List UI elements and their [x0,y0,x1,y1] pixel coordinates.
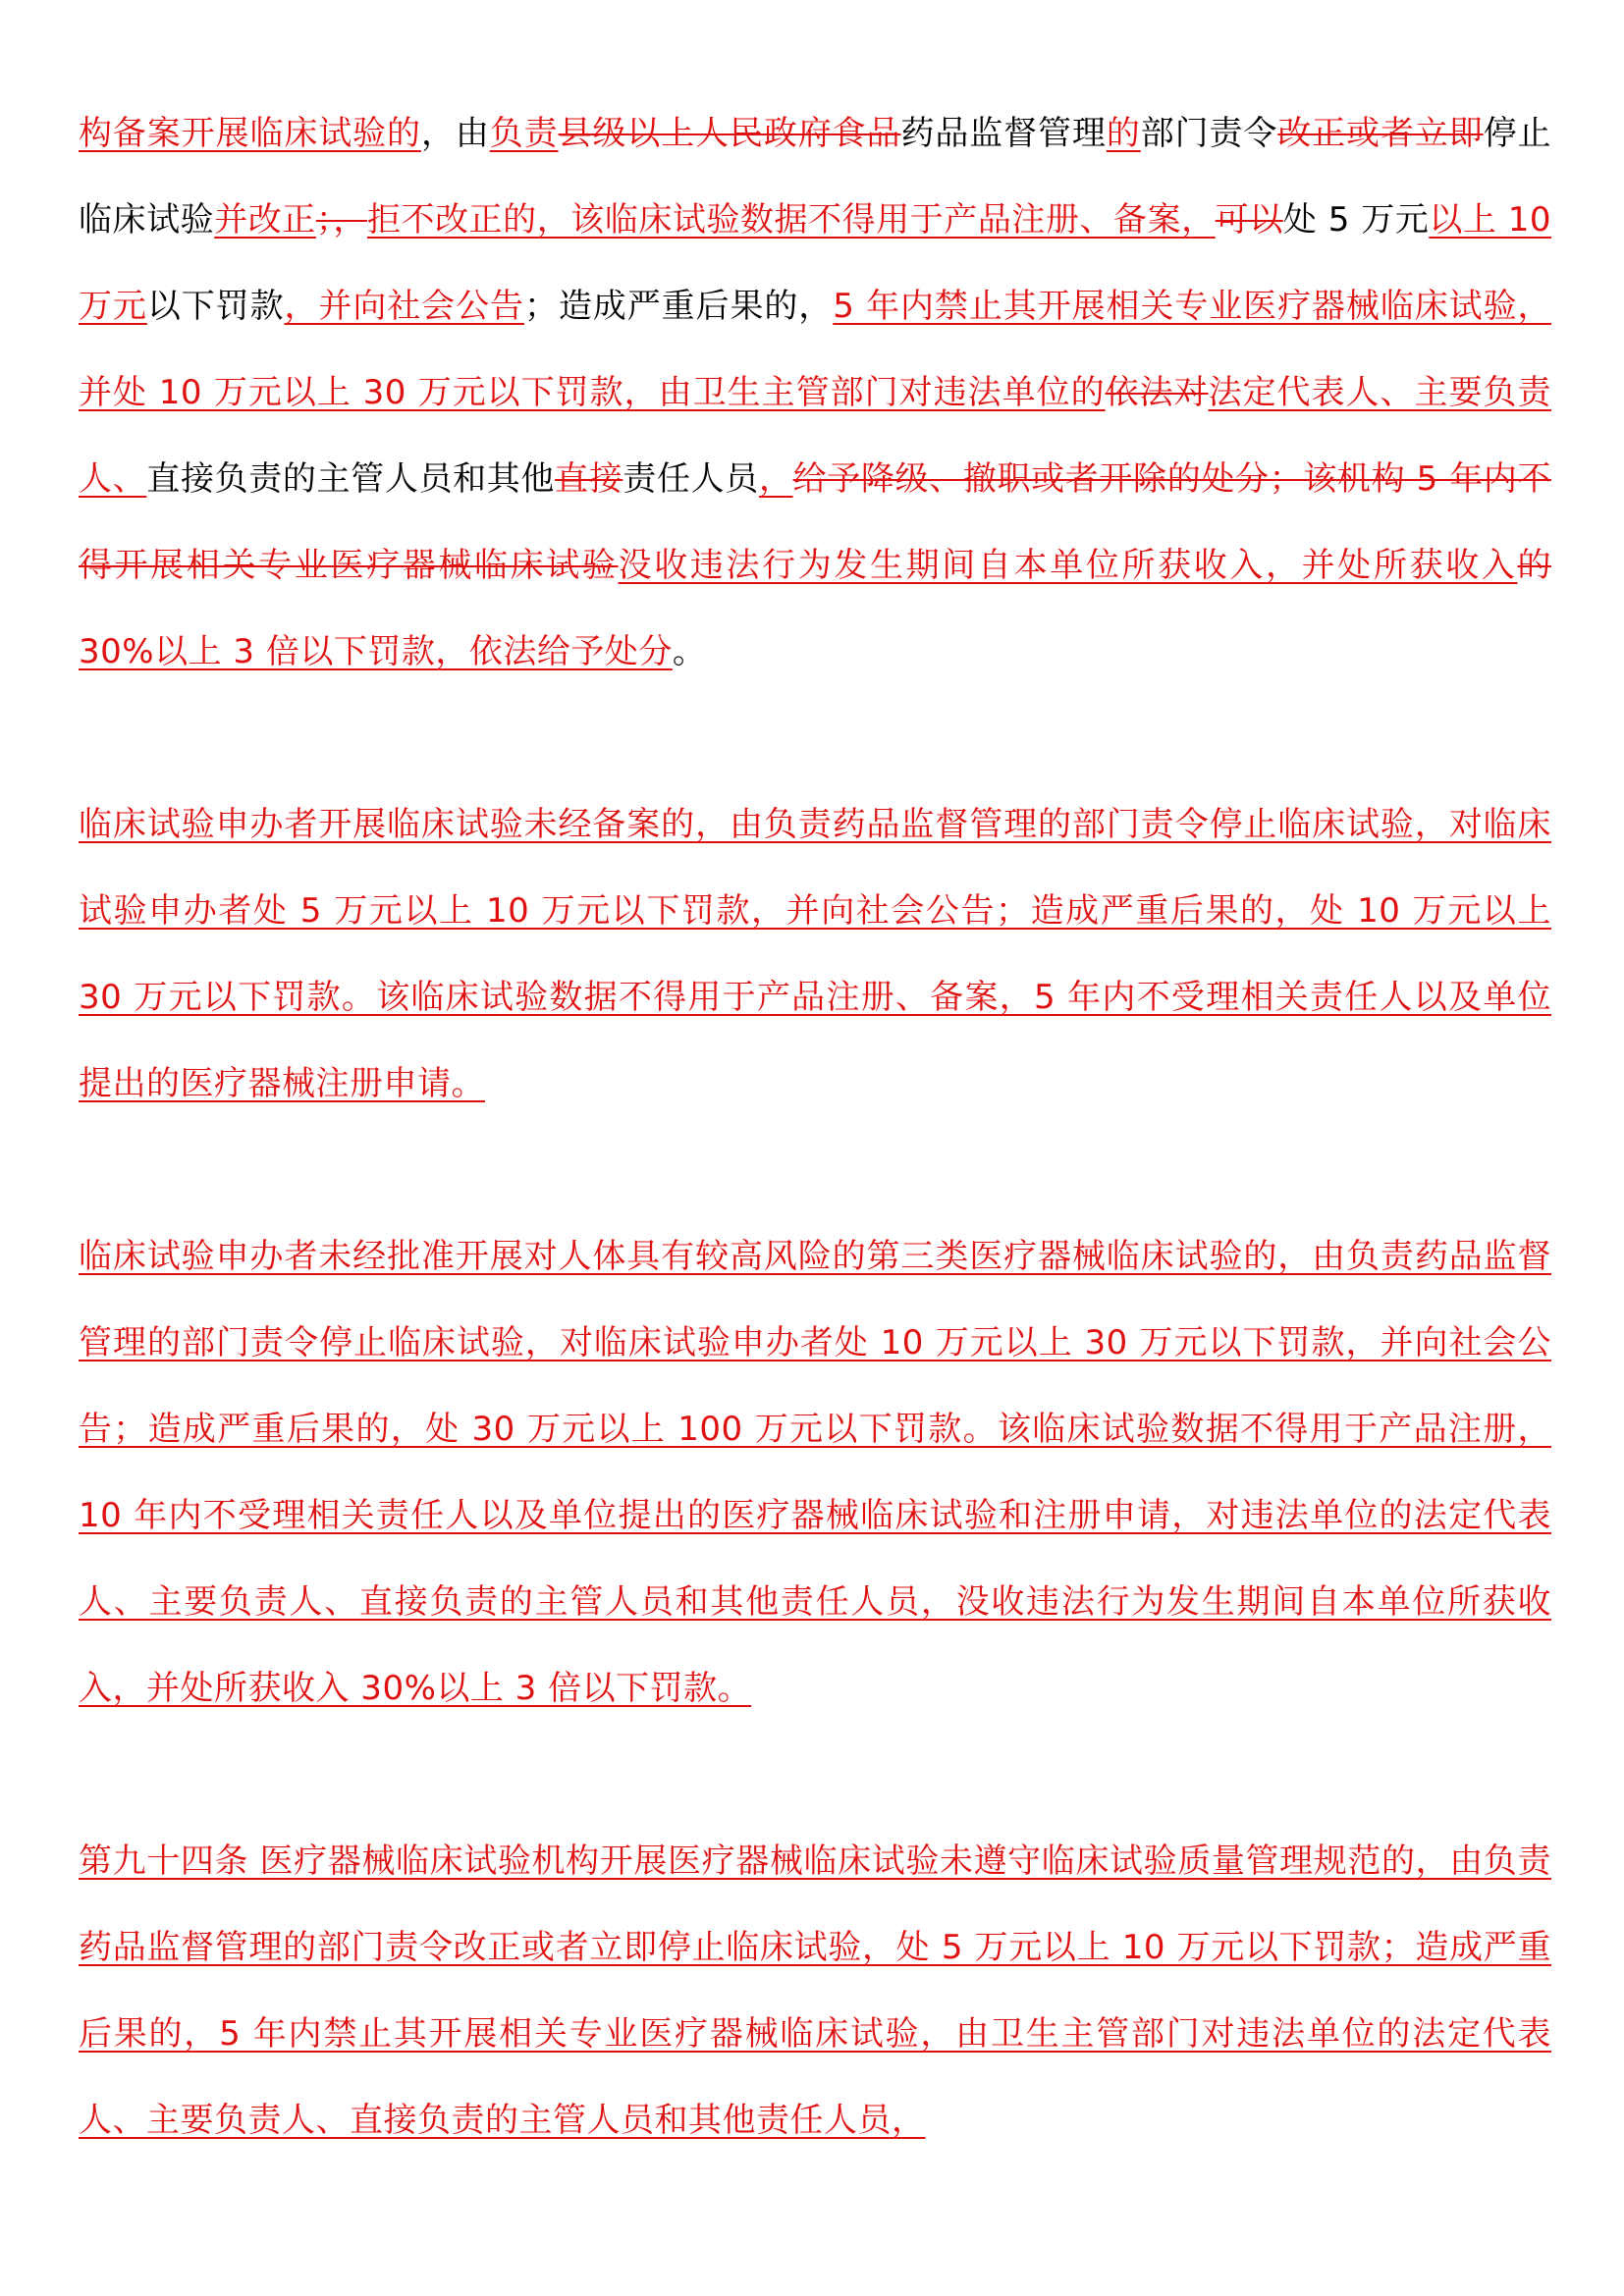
original-text: 以下罚款 [146,287,285,326]
inserted-text: 临床试验申办者未经批准开展对人体具有较高风险的第三类医疗器械临床试验的，由负责药品监督管理的部门责令停止临床试验，对临床试验申办者处 10 万元以上 30 万元以下罚款，并向社会公告；造成严重后果的，处 30 万元以上 100 万元以下罚款。该临床试验数据不得用于产品注册，10 年内不受理相关责任人以及单位提出的医疗器械临床试验和注册申请，对违法单位的法定代表人、主要负责人、直接负责的主管人员和其他责任人员，没收违法行为发生期间自本单位所获收入，并处所获收入 30%以上 3 倍以下罚款。 [79,1237,1551,1708]
deleted-text: 可以 [1215,200,1283,240]
deleted-text: 的 [1517,546,1551,585]
inserted-text: ，并向社会公告 [284,287,524,326]
original-text: 停止临床试验 [79,114,1552,240]
inserted-text: ， [758,459,793,499]
inserted-text: 临床试验申办者开展临床试验未经备案的，由负责药品监督管理的部门责令停止临床试验，对临床试验申办者处 5 万元以上 10 万元以下罚款，并向社会公告；造成严重后果的，处 10 万元以上 30 万元以下罚款。该临床试验数据不得用于产品注册、备案，5 年内不受理相关责任人以及单位提出的医疗器械注册申请。 [79,805,1551,1103]
deleted-text: ；， [315,200,367,240]
inserted-text: 5 年内禁止其开展相关专业医疗器械临床试验，并处 10 万元以上 30 万元以下罚款，由卫生主管部门对违法单位的 [79,287,1552,412]
inserted-text: 负责 [489,114,559,153]
original-text: 药品监督管理 [900,114,1107,153]
paragraph-spacer [79,1732,1551,1818]
paragraph-article-94 [79,1818,1551,2163]
deleted-text: 依法对 [1105,373,1209,412]
inserted-text: 第九十四条 医疗器械临床试验机构开展医疗器械临床试验未遵守临床试验质量管理规范的，由负责药品监督管理的部门责令改正或者立即停止临床试验，处 5 万元以上 10 万元以下罚款；造成严重后果的，5 年内禁止其开展相关专业医疗器械临床试验，由卫生主管部门对违法单位的法定代表人、主要负责人、直接负责的主管人员和其他责任人员， [79,1842,1551,2140]
inserted-text: 构备案开展临床试验的 [79,114,421,153]
deleted-text: 县级以上人民政府食品 [558,114,901,153]
original-text: 处 5 万元 [1282,200,1430,240]
inserted-text: 并改正 [214,200,316,240]
original-text: 。 [672,632,707,671]
original-text: ；造成严重后果的， [523,287,834,326]
inserted-text: 拒不改正的，该临床试验数据不得用于产品注册、备案， [366,200,1216,240]
paragraph-spacer [79,695,1551,781]
inserted-text: 法定代表人、主要负责人、 [79,373,1552,499]
paragraph-spacer [79,1127,1551,1213]
deleted-text: 给予降级、撤职或者开除的处分；该机构 5 年内不得开展相关专业医疗器械临床试验 [79,459,1552,585]
deleted-text: 改正或者立即 [1277,114,1484,153]
inserted-text: 的 [1106,114,1141,153]
paragraph-1 [79,90,1551,695]
inserted-text: 没收违法行为发生期间自本单位所获收入，并处所获收入 [618,546,1518,585]
paragraph-2 [79,781,1551,1127]
original-text: 直接负责的主管人员和其他 [146,459,556,499]
deleted-text: 直接 [555,459,623,499]
paragraph-3 [79,1213,1551,1732]
original-text: 部门责令 [1140,114,1278,153]
document-page [79,90,1551,2163]
inserted-text: 以上 10 万元 [79,200,1552,326]
original-text: ，由 [420,114,490,153]
inserted-text: 30%以上 3 倍以下罚款，依法给予处分 [79,632,673,671]
original-text: 责任人员 [623,459,759,499]
